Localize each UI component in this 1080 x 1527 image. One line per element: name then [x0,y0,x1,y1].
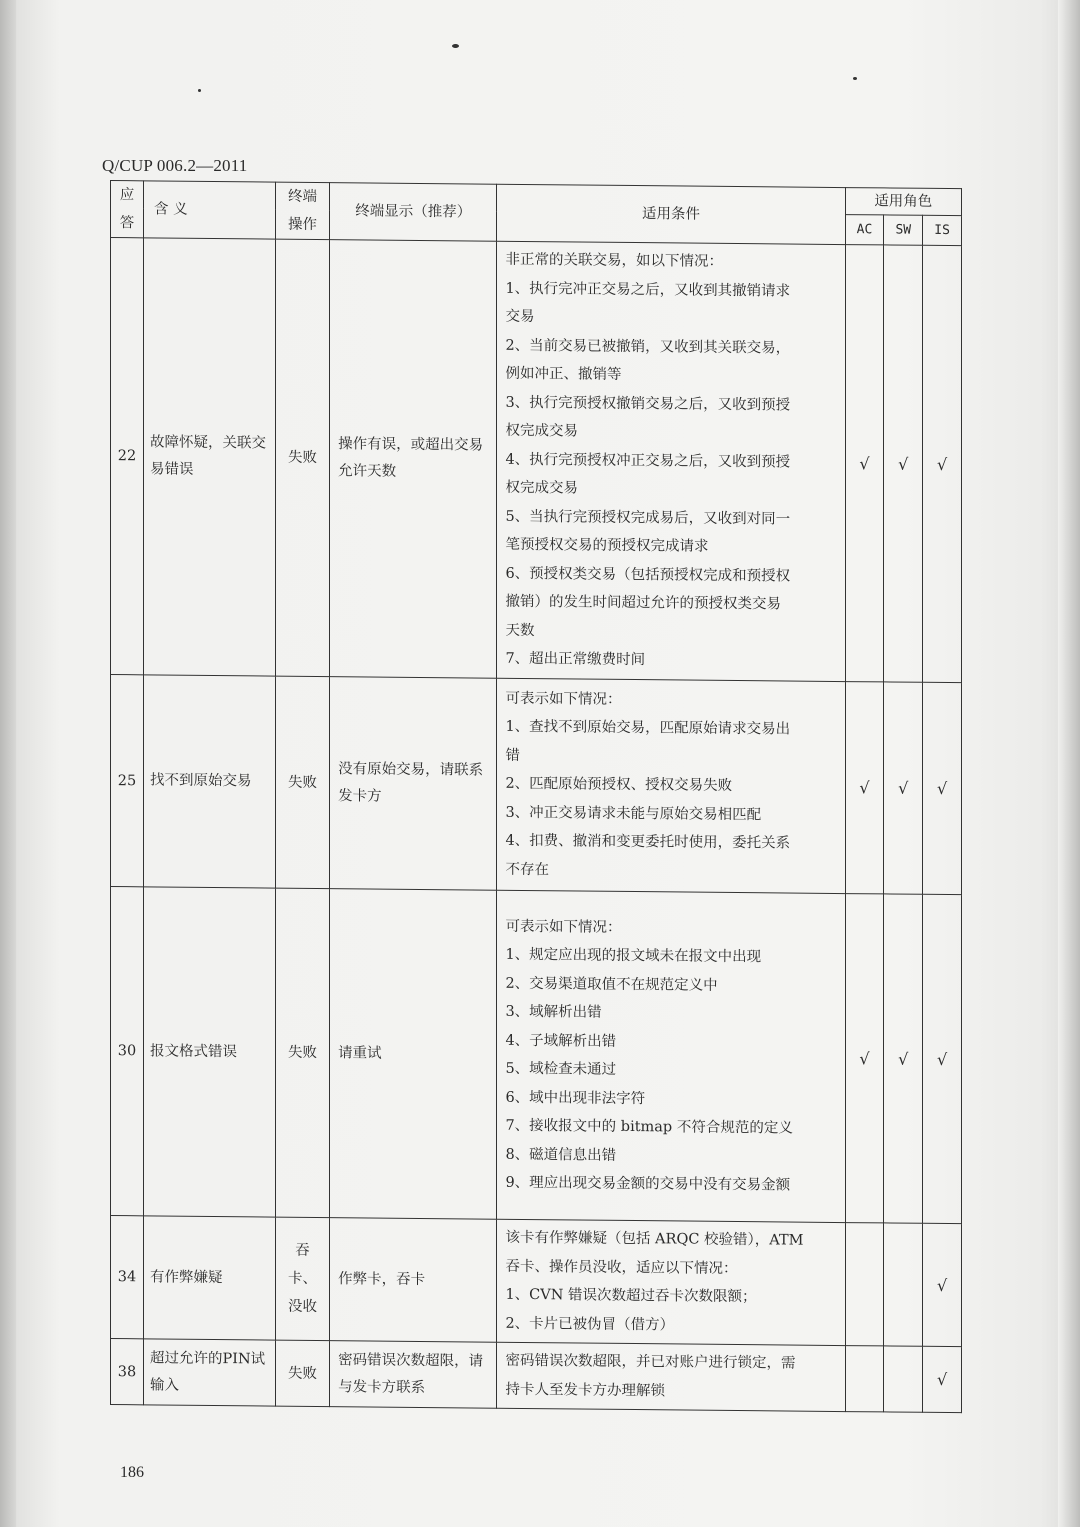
book-spine-shadow [0,0,16,1527]
condition-line: 2、匹配原始预授权、授权交易失败 [505,776,733,795]
condition-line: 4、执行完预授权冲正交易之后，又收到预授 [505,451,791,471]
condition-line: 错 [505,747,520,764]
condition-line: 权完成交易 [505,480,578,497]
table-row [111,675,962,895]
header-operation [275,182,329,240]
row-meaning: 报文格式错误 [144,887,276,1217]
condition-line: 例如冲正、撤销等 [505,366,622,384]
condition-line: 该卡有作弊嫌疑（包括 ARQC 校验错），ATM [505,1229,804,1249]
condition-line: 交易 [505,309,535,326]
condition-line: 8、磁道信息出错 [505,1146,617,1164]
row-conditions [497,1219,845,1345]
row-code: 30 [111,887,144,1216]
condition-line: 2、当前交易已被撤销，又收到其关联交易， [505,337,791,357]
response-code-table [110,180,962,1413]
condition-line: 7、接收报文中的 bitmap 不符合规范的定义 [505,1117,793,1137]
row-operation [275,1217,329,1341]
row-display: 没有原始交易，请联系发卡方 [330,677,497,891]
row-operation: 失败 [275,676,329,889]
table-row [111,1339,962,1413]
condition-line: 1、执行完冲正交易之后，又收到其撤销请求 [505,280,791,300]
condition-line: 1、CVN 错误次数超过吞卡次数限额； [505,1286,757,1306]
condition-line: 可表示如下情况： [505,690,622,708]
condition-line: 7、超出正常缴费时间 [505,651,646,669]
row-operation: 失败 [275,888,329,1218]
header-role-is: IS [923,216,962,246]
header-roles: 适用角色 [845,188,961,217]
condition-line: 1、查找不到原始交易，匹配原始请求交易出 [505,719,791,738]
scan-speck [452,44,459,48]
row-meaning: 找不到原始交易 [144,675,276,888]
row-role-sw: √ [884,245,923,682]
row-role-ac: √ [845,682,884,894]
row-conditions [497,890,845,1222]
row-role-sw [884,1346,923,1412]
condition-line: 9、理应出现交易金额的交易中没有交易金额 [505,1174,791,1194]
header-conditions: 适用条件 [497,184,845,244]
row-role-is: √ [923,1346,962,1412]
condition-line: 1、规定应出现的报文域未在报文中出现 [505,946,762,966]
scan-speck [198,89,201,92]
row-operation-label: 吞卡、没收 [288,1242,318,1315]
row-role-is: √ [923,1223,962,1346]
row-code: 38 [111,1339,144,1405]
header-code-label: 应答 [119,187,135,232]
row-role-is: √ [923,894,962,1223]
row-role-is: √ [923,682,962,894]
table-row [111,1216,962,1347]
row-operation: 失败 [275,239,329,677]
condition-line: 非正常的关联交易，如以下情况： [505,252,723,271]
condition-line: 2、卡片已被伪冒（借方） [505,1315,675,1333]
condition-line: 不存在 [505,861,549,878]
condition-line: 3、冲正交易请求未能与原始交易相匹配 [505,804,762,824]
condition-line: 2、交易渠道取值不在规范定义中 [505,975,718,994]
row-role-sw [884,1223,923,1346]
row-role-is: √ [923,245,962,682]
condition-line: 3、执行完预授权撤销交易之后，又收到预授 [505,394,791,414]
condition-line: 笔预授权交易的预授权完成请求 [505,537,709,555]
table-header-row [111,181,962,217]
condition-line: 6、域中出现非法字符 [505,1089,646,1107]
row-meaning: 超过允许的PIN试输入 [144,1339,276,1406]
condition-line: 权完成交易 [505,423,578,440]
condition-line: 6、预授权类交易（包括预授权完成和预授权 [505,565,791,585]
header-role-ac: AC [845,215,884,245]
header-display: 终端显示（推荐） [330,183,497,242]
condition-line: 5、域检查未通过 [505,1060,617,1078]
row-role-ac: √ [845,894,884,1223]
row-code: 34 [111,1216,144,1339]
row-role-sw: √ [884,894,923,1223]
condition-line: 4、扣费、撤消和变更委托时使用，委托关系 [505,833,791,852]
header-meaning: 含 义 [144,181,276,239]
condition-line: 吞卡、操作员没收，适应以下情况： [505,1258,738,1277]
row-display: 请重试 [330,889,497,1220]
header-code [111,181,144,238]
row-code: 22 [111,238,144,675]
row-role-sw: √ [884,682,923,894]
condition-line: 3、域解析出错 [505,1003,602,1021]
row-role-ac [845,1346,884,1412]
row-meaning: 有作弊嫌疑 [144,1216,276,1340]
row-conditions [497,241,845,681]
row-conditions [497,678,845,893]
table-row [111,887,962,1224]
condition-line: 密码错误次数超限，并已对账户进行锁定，需 [505,1352,796,1372]
row-display: 密码错误次数超限，请与发卡方联系 [330,1341,497,1409]
condition-line: 4、子域解析出错 [505,1032,617,1050]
row-code: 25 [111,675,144,887]
page-edge-shadow [1058,0,1080,1527]
document-code: Q/CUP 006.2—2011 [102,156,248,175]
row-role-ac [845,1223,884,1346]
row-display: 操作有误，或超出交易允许天数 [330,240,497,679]
scan-speck [853,77,857,80]
row-conditions [497,1342,845,1411]
page-number: 186 [120,1464,144,1481]
table-row [111,238,962,683]
header-role-sw: SW [884,215,923,245]
condition-line: 可表示如下情况： [505,918,622,936]
row-meaning: 故障怀疑，关联交易错误 [144,238,276,676]
row-display: 作弊卡，吞卡 [330,1218,497,1343]
condition-line: 天数 [505,622,535,639]
row-role-ac: √ [845,245,884,682]
condition-line: 持卡人至发卡方办理解锁 [505,1381,665,1399]
header-operation-label: 终端操作 [288,188,318,233]
condition-line: 5、当执行完预授权完成易后，又收到对同一 [505,508,791,528]
condition-line: 撤销）的发生时间超过允许的预授权类交易 [505,594,781,613]
row-operation: 失败 [275,1340,329,1407]
